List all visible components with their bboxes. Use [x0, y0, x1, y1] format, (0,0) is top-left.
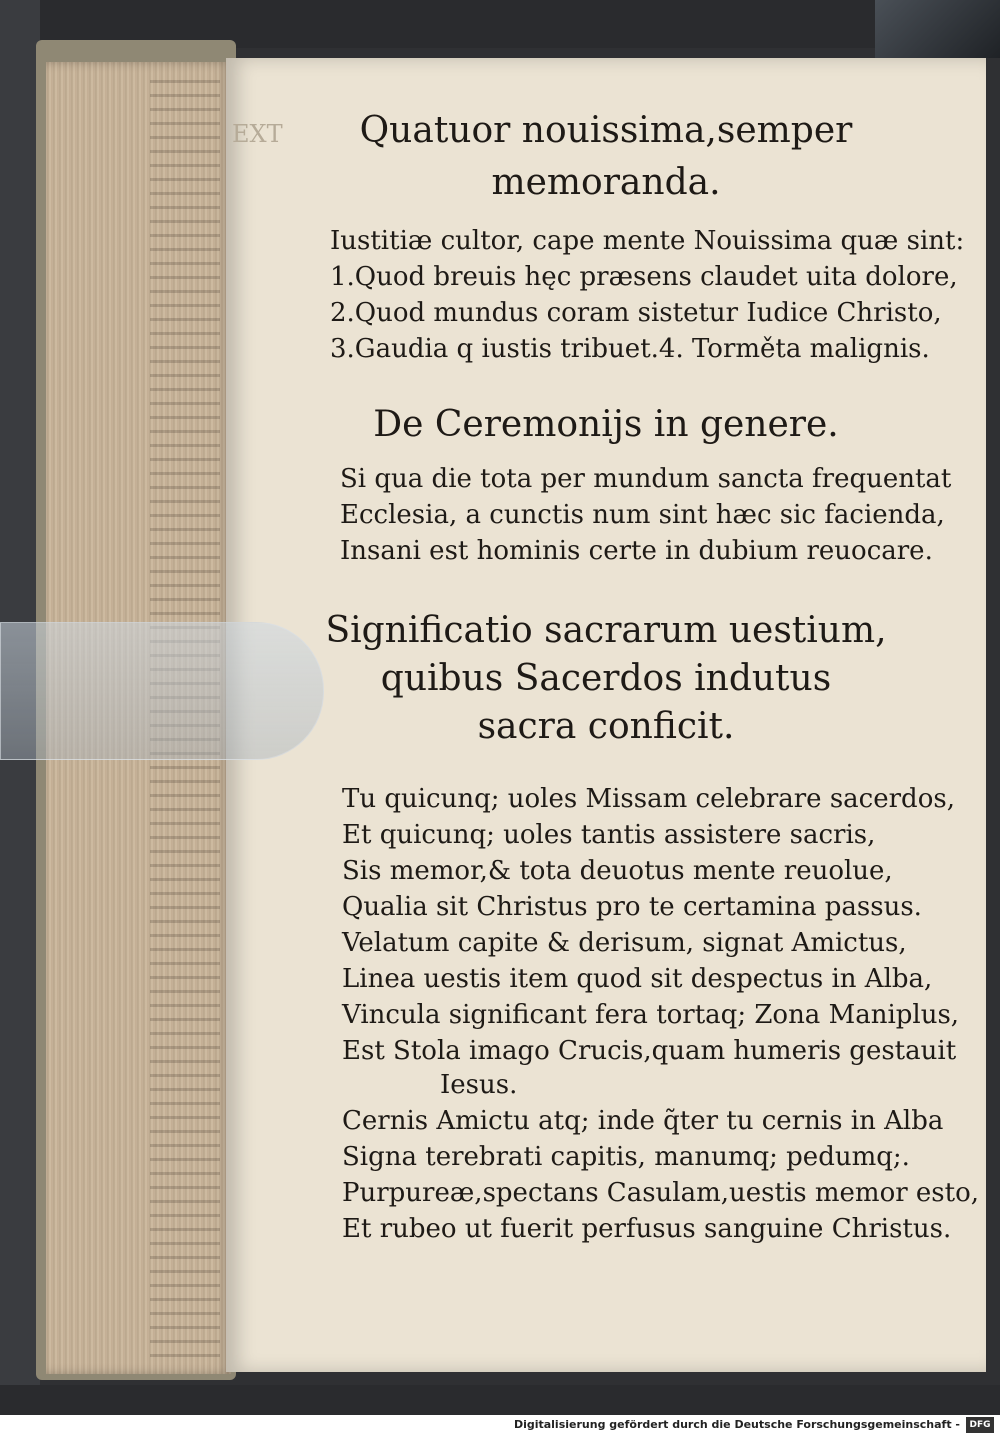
section-3-line-8: Est Stola imago Crucis,quam humeris gestauit [342, 1036, 957, 1066]
running-header-mark: EXT [232, 120, 283, 148]
section-3-line-7: Vincula significant fera tortaq; Zona Maniplus, [342, 1000, 960, 1030]
book-cover-corner [875, 0, 1000, 58]
section-3-title-line-2: quibus Sacerdos indutus [380, 658, 832, 699]
section-1-title-line-1: Quatuor nouissima,semper [359, 110, 853, 151]
book-cover-bottom [0, 1385, 1000, 1415]
section-3-line-12: Purpureæ,spectans Casulam,uestis memor esto, [342, 1178, 980, 1208]
section-3-line-11: Signa terebrati capitis, manumq; pedumq;. [342, 1142, 910, 1172]
dfg-logo: DFG [966, 1417, 994, 1433]
section-3-line-4: Qualia sit Christus pro te certamina passus. [342, 892, 922, 922]
book-page [226, 58, 986, 1372]
section-1-line-4: 3.Gaudia q iustis tribuet.4. Torměta malignis. [330, 334, 930, 364]
section-3-line-1: Tu quicunq; uoles Missam celebrare sacerdos, [342, 784, 955, 814]
section-1-line-1: Iustitiæ cultor, cape mente Nouissima quæ sint: [330, 226, 965, 256]
section-3-title-line-1: Significatio sacrarum uestium, [325, 610, 887, 651]
section-2-line-3: Insani est hominis certe in dubium reuocare. [340, 536, 933, 566]
digitization-credit: Digitalisierung gefördert durch die Deutsche Forschungsgemeinschaft - [513, 1418, 960, 1431]
section-2-line-2: Ecclesia, a cunctis num sint hæc sic facienda, [340, 500, 945, 530]
section-2-line-1: Si qua die tota per mundum sancta frequentat [340, 464, 952, 494]
section-1-line-2: 1.Quod breuis hęc præsens claudet uita dolore, [330, 262, 958, 292]
section-1-line-3: 2.Quod mundus coram sistetur Iudice Christo, [330, 298, 942, 328]
section-3-title-line-3: sacra conficit. [477, 706, 735, 747]
section-3-line-13: Et rubeo ut fuerit perfusus sanguine Christus. [342, 1214, 952, 1244]
section-1-title-line-2: memoranda. [491, 162, 721, 203]
section-2-title: De Ceremonijs in genere. [373, 404, 839, 445]
section-3-line-3: Sis memor,& tota deuotus mente reuolue, [342, 856, 893, 886]
plastic-page-clip [0, 622, 324, 760]
section-3-line-10: Cernis Amictu atq; inde q̃ter tu cernis in Alba [342, 1106, 944, 1136]
section-3-line-5: Velatum capite & derisum, signat Amictus, [342, 928, 907, 958]
section-3-line-2: Et quicunq; uoles tantis assistere sacris, [342, 820, 876, 850]
section-3-line-9: Iesus. [440, 1070, 518, 1100]
section-3-line-6: Linea uestis item quod sit despectus in Alba, [342, 964, 933, 994]
